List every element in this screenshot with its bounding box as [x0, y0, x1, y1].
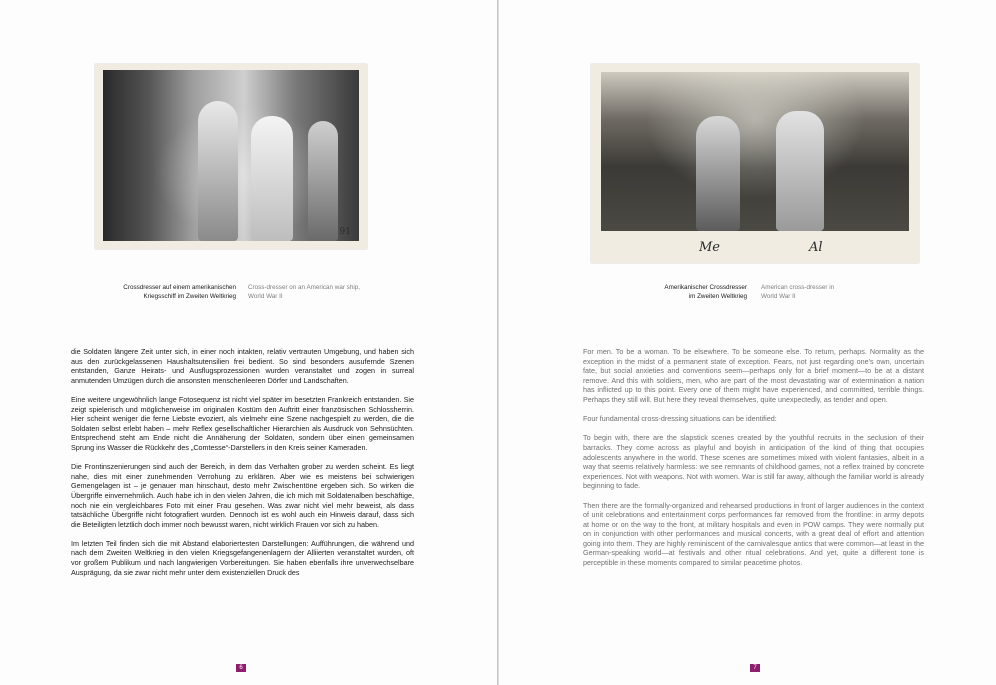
caption-german-line: Crossdresser auf einem amerikanischen	[123, 284, 236, 291]
photo-war-ship	[95, 64, 367, 249]
caption-english	[248, 284, 360, 301]
paragraph: Im letzten Teil finden sich die mit Abstand elaboriertesten Darstellungen: Aufführungen, die während und nach dem Zweiten Weltkrieg in den vielen Kriegsgefangenenlagern der Alliierten veranstaltet wurden, oft vor großem Publikum und nach langwierigen Vorbereitungen. Sie haben ebenfalls ihre unverwechselbare Ausprägung, da sie zwar nicht mehr unter dem existenziellen Druck des	[71, 538, 414, 577]
caption-english-line: World War II	[248, 292, 283, 300]
page-number-left: 6	[236, 664, 246, 672]
figure-background-sailor	[308, 121, 338, 241]
photo-inscription-me: Me	[699, 240, 721, 255]
caption-english-line: Cross-dresser on an American war ship,	[248, 284, 360, 291]
paragraph: Then there are the formally-organized and rehearsed productions in front of larger audiences in the context of unit celebrations and entertainment corps performances far removed from the frontline: in army depots at home or on the way to the front, at military hospitals and even in POW camps. They were normally put on in conjunction with other performances and musical concerts, with a great deal of effort and attention going into them. They are highly reminiscent of the carnivalesque antics that were common—at least in the German-speaking world—at festivals and other ritual celebrations. And yet, quite a different tone is perceptible in these moments compared to similar peacetime photos.	[583, 500, 924, 568]
figure-sailor	[198, 101, 238, 241]
figure-crossdresser	[251, 116, 293, 241]
paragraph: Die Frontinszenierungen sind auch der Bereich, in dem das Verhalten grober zu werden scheint. Es liegt nahe, dies mit einer zunehmenden Verrohung zu erklären. Aber wie es meistens bei schwierigen Gemengelagen ist – je genauer man hinschaut, desto mehr Zwischentöne ergeben sich. So wirken die Übergriffe einvernehmlich. Auch habe ich in den vielen Jahren, die ich mich mit Soldatenalben beschäftige, noch nie ein vergleichbares Foto mit einer Frau gesehen. Was zwar nicht viel mehr beweist, als dass tatsächliche Übergriffe nicht fotografiert wurden. Dennoch ist es wohl auch ein Hinweis darauf, dass sich die Beteiligten letztlich doch immer noch bewusst waren, nicht wirklich Frauen vor sich zu haben.	[71, 462, 414, 529]
caption-german	[123, 284, 236, 301]
caption-german-line: Kriegsschiff im Zweiten Weltkrieg	[143, 292, 236, 300]
caption-english	[761, 284, 834, 301]
caption-german	[664, 284, 747, 301]
photo-war-ship-image	[103, 70, 359, 241]
photo-crossdresser-guitar	[591, 64, 919, 263]
figure-guitarist	[696, 116, 740, 231]
right-page	[499, 0, 996, 685]
photo-crossdresser-guitar-image	[601, 72, 909, 231]
left-page	[0, 0, 497, 685]
paragraph: For men. To be a woman. To be elsewhere. To be someone else. To return, perhaps. Normality as the exception in the midst of a permanent state of exception. Fears, not just regarding one's own, uncertain fate, but social anxieties and conventions seem—perhaps only for a brief moment—to be at a distant remove. And this with soldiers, men, who are part of the most devastating war of extermination a nation has inflicted up to this point. Every one of them might have experienced, and committed, terrible things. Perhaps they still will. But here they reveal themselves, quite unexpectedly, as tender and open.	[583, 347, 924, 404]
body-text-english	[583, 347, 924, 577]
caption-english-line: American cross-dresser in	[761, 284, 835, 291]
paragraph: die Soldaten längere Zeit unter sich, in einer noch intakten, relativ vertrauten Umgebung, und haben sich aus den zurückgelassenen Haushaltsutensilien frei bedient. So sind besonders ausufernde Szenen entstanden, Ganze Heirats- und Ausflugsprozessionen wurden veranstaltet und zogen in surreal anmutenden Umzügen durch die ansonsten menschenleeren Dörfer und Landschaften.	[71, 347, 414, 385]
page-number-right: 7	[750, 664, 760, 672]
caption-english-line: World War II	[761, 292, 796, 300]
photo-inscription-al: Al	[809, 240, 823, 255]
caption-german-line: Amerikanischer Crossdresser	[664, 284, 747, 291]
photo-marking: 91	[339, 227, 351, 237]
figure-hula-dancer	[776, 111, 824, 231]
paragraph: Four fundamental cross-dressing situations can be identified:	[583, 414, 777, 424]
body-text-german	[71, 347, 414, 587]
paragraph: Eine weitere ungewöhnlich lange Fotosequenz ist nicht viel später im besetzten Frankreich entstanden. Sie zeigt spielerisch und möglicherweise im originalen Kostüm den Auftritt einer französischen Schlossherrin. Hier scheint weniger die ferne Liebste evoziert, als vielmehr eine Szene nachgespielt zu werden, die die Soldaten selbst erlebt haben – mehr Reflex gesellschaftlicher Hierarchien als Ausdruck von Sehnsüchten. Entsprechend steht am Ende nicht die Annäherung der Soldaten, sondern über einen gemeinsamen Sprung ins Wasser die Rückkehr des „Comtesse“-Darstellers in den Kreis seiner Kameraden.	[71, 394, 414, 452]
caption-german-line: im Zweiten Weltkrieg	[688, 292, 747, 300]
paragraph: To begin with, there are the slapstick scenes created by the youthful recruits in the seclusion of their barracks. They come across as playful and boyish in anticipation of the kind of thing that occupies adolescents anywhere in the world. These scenes are sometimes mixed with violent fantasies, albeit in a way that seems relatively harmless: we see remnants of childhood games, not a reflex trained by concrete experiences. Not with weapons. Not with women. War is still far away, although the familiar world is already beginning to fade.	[583, 433, 924, 491]
